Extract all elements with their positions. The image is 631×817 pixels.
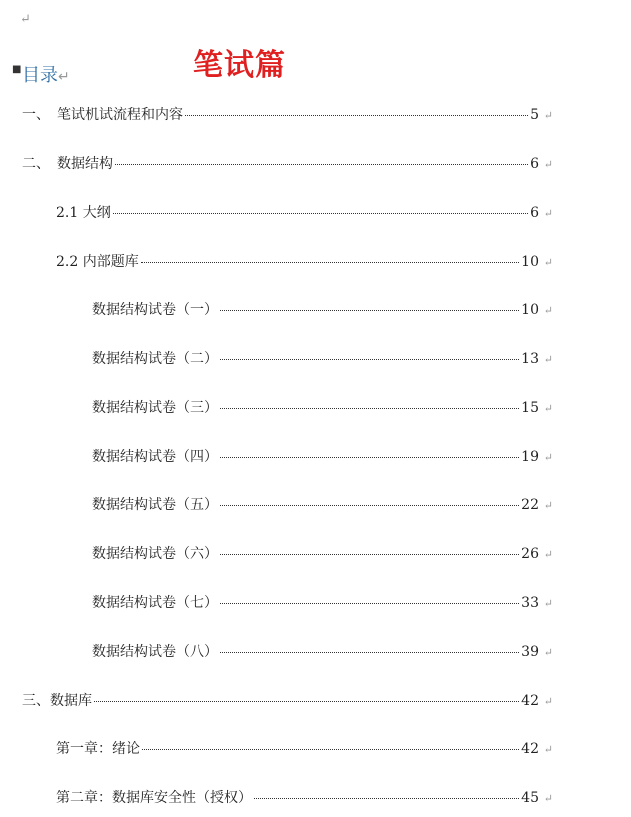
toc-entry-page: 42 <box>521 741 539 757</box>
toc-entry-label: 数据结构试卷（六） <box>92 546 218 562</box>
toc-entry-page: 19 <box>521 449 539 465</box>
toc-heading <box>22 61 70 87</box>
toc-entry-page: 5 <box>530 107 539 123</box>
page-title: 笔试篇 <box>193 48 286 83</box>
toc-entry-page: 10 <box>521 254 539 270</box>
toc-entry[interactable] <box>56 738 553 758</box>
toc-entry-label: 数据结构试卷（一） <box>92 302 218 318</box>
toc-heading-text: 目录 <box>22 65 58 86</box>
toc-leader <box>220 505 519 506</box>
toc-leader <box>220 359 519 360</box>
toc-entry-label: 数据结构试卷（七） <box>92 595 218 611</box>
toc-entry-label: 二、 数据结构 <box>22 156 113 172</box>
paragraph-mark: ↵ <box>543 158 553 171</box>
paragraph-mark: ↵ <box>543 256 553 269</box>
toc-leader <box>94 701 519 702</box>
toc-leader <box>113 213 528 214</box>
toc-entry[interactable] <box>22 690 553 710</box>
paragraph-mark: ↵ <box>543 451 553 464</box>
toc-entry[interactable] <box>22 104 553 124</box>
toc-entry-page: 10 <box>521 302 539 318</box>
toc-entry[interactable] <box>92 543 553 563</box>
toc-entry[interactable] <box>56 787 553 807</box>
toc-entry-page: 39 <box>521 644 539 660</box>
toc-entry[interactable] <box>92 494 553 514</box>
toc-entry-label: 一、 笔试机试流程和内容 <box>22 107 183 123</box>
toc-entry-page: 6 <box>530 156 539 172</box>
paragraph-mark: ↵ <box>543 304 553 317</box>
toc-entry-page: 42 <box>521 693 539 709</box>
toc-leader <box>220 408 519 409</box>
paragraph-mark: ↵ <box>543 695 553 708</box>
toc-entry-label: 数据结构试卷（二） <box>92 351 218 367</box>
toc-leader <box>254 798 519 799</box>
toc-entry[interactable] <box>56 202 553 222</box>
toc-leader <box>220 554 519 555</box>
toc-entry-label: 数据结构试卷（五） <box>92 497 218 513</box>
paragraph-mark: ↵ <box>543 548 553 561</box>
toc-entry-label: 2.2 内部题库 <box>56 254 139 270</box>
toc-leader <box>220 652 519 653</box>
toc-entry[interactable] <box>92 348 553 368</box>
toc-entry-label: 第一章：绪论 <box>56 741 140 757</box>
toc-entry-page: 6 <box>530 205 539 221</box>
toc-entry-page: 26 <box>521 546 539 562</box>
toc-leader <box>220 310 519 311</box>
toc-leader <box>185 115 528 116</box>
toc-entry-page: 33 <box>521 595 539 611</box>
toc-leader <box>141 262 519 263</box>
toc-entry[interactable] <box>92 397 553 417</box>
toc-entry-page: 45 <box>521 790 539 806</box>
paragraph-mark: ↵ <box>543 109 553 122</box>
toc-entry-label: 2.1 大纲 <box>56 205 111 221</box>
toc-entry-label: 三、数据库 <box>22 693 92 709</box>
paragraph-mark: ↵ <box>543 597 553 610</box>
toc-entry-label: 数据结构试卷（三） <box>92 400 218 416</box>
paragraph-mark: ↵ <box>58 69 70 85</box>
toc-entry[interactable] <box>56 251 553 271</box>
paragraph-mark: ↵ <box>543 207 553 220</box>
toc-entry-label: 第二章：数据库安全性（授权） <box>56 790 252 806</box>
toc-entry[interactable] <box>92 446 553 466</box>
paragraph-mark: ↵ <box>20 12 31 27</box>
paragraph-mark: ↵ <box>543 353 553 366</box>
toc-entry[interactable] <box>92 641 553 661</box>
toc-leader <box>220 457 519 458</box>
toc-leader <box>220 603 519 604</box>
paragraph-mark: ↵ <box>543 646 553 659</box>
paragraph-mark: ↵ <box>543 402 553 415</box>
toc-leader <box>142 749 519 750</box>
bullet-icon: ■ <box>12 64 22 75</box>
toc-entry-page: 13 <box>521 351 539 367</box>
toc-entry-page: 22 <box>521 497 539 513</box>
toc-entry-page: 15 <box>521 400 539 416</box>
paragraph-mark: ↵ <box>543 499 553 512</box>
toc-leader <box>115 164 528 165</box>
toc-entry[interactable] <box>92 592 553 612</box>
toc-entry-label: 数据结构试卷（四） <box>92 449 218 465</box>
paragraph-mark: ↵ <box>543 792 553 805</box>
toc-entry-label: 数据结构试卷（八） <box>92 644 218 660</box>
toc-entry[interactable] <box>92 299 553 319</box>
toc-entry[interactable] <box>22 153 553 173</box>
paragraph-mark: ↵ <box>543 743 553 756</box>
